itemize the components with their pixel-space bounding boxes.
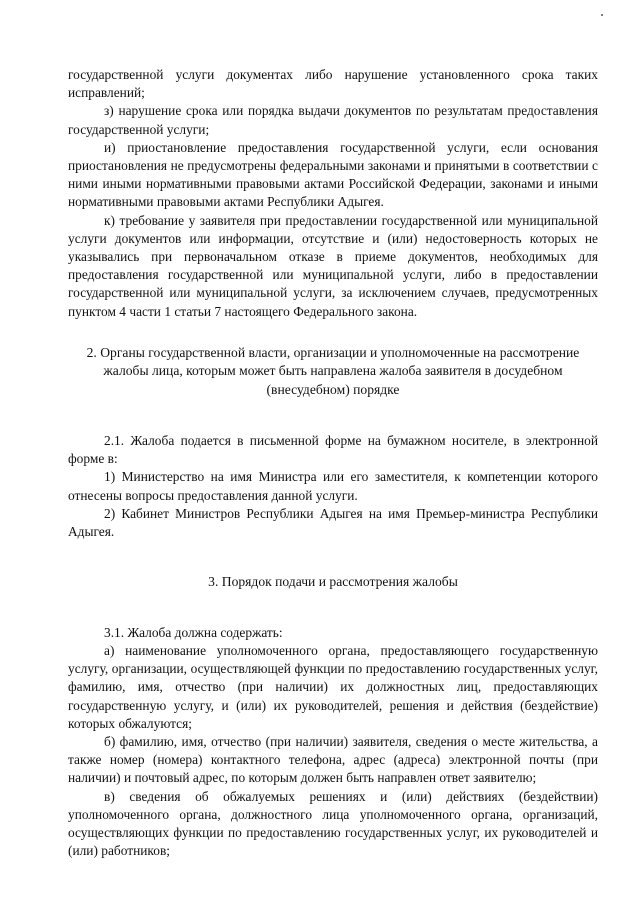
section-3-heading: 3. Порядок подачи и рассмотрения жалобы (208, 574, 458, 590)
paragraph-2-1: 2.1. Жалоба подается в письменной форме на бумажном носителе, в электронной форме в: (68, 433, 598, 467)
paragraph-z: з) нарушение срока или порядка выдачи документов по результатам предоставления государственной услуги; (68, 103, 598, 137)
paragraph-continuation: государственной услуги документах либо нарушение установленного срока таких исправлений; (68, 67, 598, 101)
document-body (68, 66, 598, 860)
paragraph-3-1-a: а) наименование уполномоченного органа, предоставляющего государственную услугу, организации, осуществляющей функции по предоставлению государственных услуг, фамилию, имя, отчество (при наличии) их должностных лиц, предоставляющих государственную услугу, и (или) их руководителей, решения и действия (бездействие) которых обжалуются; (68, 642, 598, 731)
scan-dot (601, 14, 603, 16)
paragraph-2-1-1: 1) Министерство на имя Министра или его заместителя, к компетенции которого отнесены вопросы предоставления данной услуги. (68, 469, 598, 503)
paragraph-3-1-v: в) сведения об обжалуемых решениях и (или) действиях (бездействии) уполномоченного органа, должностного лица уполномоченного органа, организаций, осуществляющих функции по предоставлению государственных услуг, их руководителей и (или) работников; (68, 788, 598, 859)
paragraph-k: к) требование у заявителя при предоставлении государственной или муниципальной услуги документов или информации, отсутствие и (или) недостоверность которых не указывались при первоначальном отказе в приеме документов, необходимых для предоставления государственной или муниципальной услуги, либо в предоставлении государственной или муниципальной услуги, за исключением случаев, предусмотренных пунктом 4 части 1 статьи 7 настоящего Федерального закона. (68, 212, 598, 319)
paragraph-3-1-b: б) фамилию, имя, отчество (при наличии) заявителя, сведения о месте жительства, а также номер (номера) контактного телефона, адрес (адреса) электронной почты (при наличии) и почтовый адрес, по которым должен быть направлен ответ заявителю; (68, 733, 598, 786)
section-2-heading: 2. Органы государственной власти, организации и уполномоченные на рассмотрение жалобы лица, которым может быть направлена жалоба заявителя в досудебном (внесудебном) порядке (86, 344, 580, 397)
paragraph-i: и) приостановление предоставления государственной услуги, если основания приостановления не предусмотрены федеральными законами и принятыми в соответствии с ними иными нормативными правовыми актами Российской Федерации, законами и иными нормативными правовыми актами Республики Адыгея. (68, 139, 598, 210)
paragraph-2-1-2: 2) Кабинет Министров Республики Адыгея на имя Премьер-министра Республики Адыгея. (68, 505, 598, 540)
paragraph-3-1: 3.1. Жалоба должна содержать: (104, 624, 283, 640)
